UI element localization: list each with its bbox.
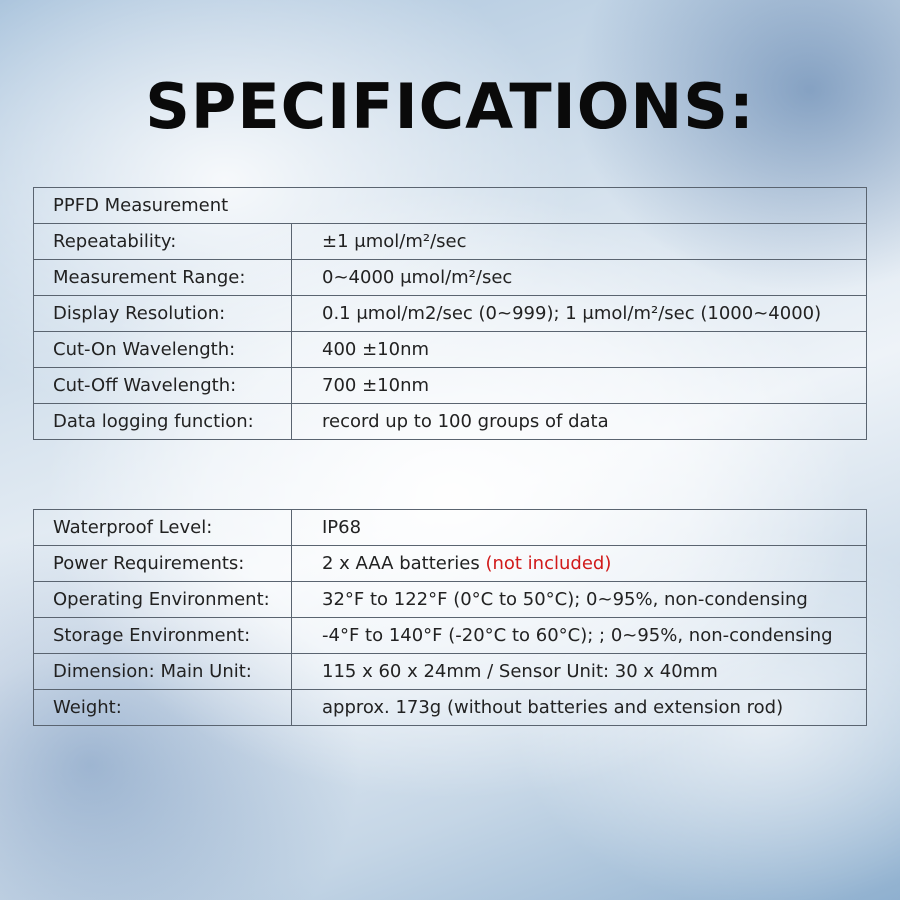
spec-label: Measurement Range: xyxy=(34,260,292,296)
spec-value: IP68 xyxy=(292,510,867,546)
spec-value: 400 ±10nm xyxy=(292,332,867,368)
page-title: SPECIFICATIONS: xyxy=(145,70,755,143)
table-row xyxy=(34,654,867,690)
spec-label: Cut-On Wavelength: xyxy=(34,332,292,368)
table-row xyxy=(34,224,867,260)
spec-label: Dimension: Main Unit: xyxy=(34,654,292,690)
spec-label: Display Resolution: xyxy=(34,296,292,332)
spec-value-cell xyxy=(292,546,867,582)
table-row xyxy=(34,260,867,296)
ppfd-spec-table xyxy=(33,187,867,440)
spec-value: 32°F to 122°F (0°C to 50°C); 0~95%, non-condensing xyxy=(292,582,867,618)
spec-label: Waterproof Level: xyxy=(34,510,292,546)
spec-value: 0.1 μmol/m2/sec (0~999); 1 μmol/m²/sec (1000~4000) xyxy=(292,296,867,332)
spec-value: record up to 100 groups of data xyxy=(292,404,867,440)
table-header-row xyxy=(34,188,867,224)
table-row xyxy=(34,618,867,654)
table-row xyxy=(34,368,867,404)
spec-value: ±1 μmol/m²/sec xyxy=(292,224,867,260)
general-spec-table xyxy=(33,509,867,726)
table-row xyxy=(34,404,867,440)
spec-label: Storage Environment: xyxy=(34,618,292,654)
table-row xyxy=(34,510,867,546)
table-row xyxy=(34,332,867,368)
spec-label: Weight: xyxy=(34,690,292,726)
spec-label: Data logging function: xyxy=(34,404,292,440)
table-row xyxy=(34,296,867,332)
spec-label: Repeatability: xyxy=(34,224,292,260)
battery-note: (not included) xyxy=(485,553,612,574)
spec-value: approx. 173g (without batteries and extension rod) xyxy=(292,690,867,726)
spec-label: Power Requirements: xyxy=(34,546,292,582)
spec-value: -4°F to 140°F (-20°C to 60°C); ; 0~95%, non-condensing xyxy=(292,618,867,654)
table-header-cell: PPFD Measurement xyxy=(34,188,867,224)
spec-value: 700 ±10nm xyxy=(292,368,867,404)
table-row xyxy=(34,690,867,726)
spec-value: 0~4000 μmol/m²/sec xyxy=(292,260,867,296)
spec-label: Cut-Off Wavelength: xyxy=(34,368,292,404)
spec-value: 2 x AAA batteries xyxy=(322,553,480,574)
table-row xyxy=(34,546,867,582)
spec-label: Operating Environment: xyxy=(34,582,292,618)
table-row xyxy=(34,582,867,618)
spec-value: 115 x 60 x 24mm / Sensor Unit: 30 x 40mm xyxy=(292,654,867,690)
